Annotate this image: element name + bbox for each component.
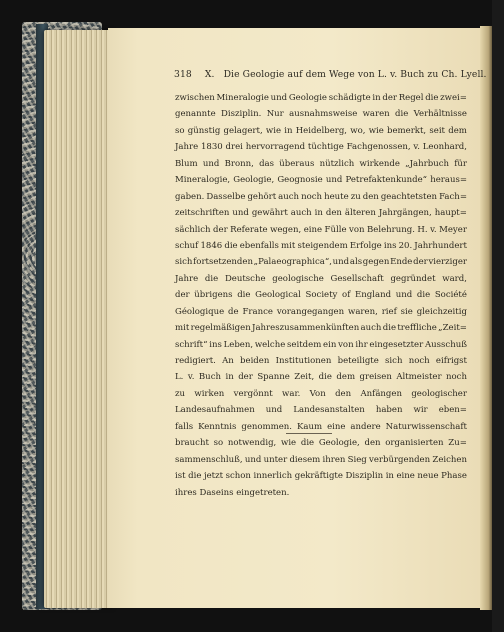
- text-line: so günstig gelagert, wie in Heidelberg, wo, wie bemerkt, seit dem: [175, 125, 467, 136]
- text-line: Landesaufnahmen und Landesanstalten haben wir eben=: [175, 405, 467, 416]
- section-number: X.: [204, 69, 215, 80]
- text-line: genannte Disziplin. Nur ausnahmsweise waren die Verhältnisse: [175, 109, 467, 120]
- text-line: Mineralogie, Geologie, Geognosie und Petrefaktenkunde“ heraus=: [175, 175, 467, 186]
- text-line: der übrigens die Geological Society of England und die Société: [175, 290, 467, 301]
- background-edge: [492, 0, 504, 632]
- text-line: sächlich der Referate wegen, eine Fülle von Belehrung. H. v. Meyer: [175, 224, 467, 235]
- text-line: Blum und Bronn, das überaus nützlich wirkende „Jahrbuch für: [175, 158, 467, 169]
- body-text: [175, 90, 467, 501]
- text-line: redigiert. An beiden Institutionen beteiligte sich noch eifrigst: [175, 356, 467, 366]
- text-line: zwischen Mineralogie und Geologie schädigte in der Regel die zwei=: [175, 93, 467, 103]
- text-line: braucht so notwendig, wie die Geologie, den organisierten Zu=: [175, 438, 467, 449]
- section-end-rule: [286, 433, 332, 434]
- running-header: [174, 69, 487, 80]
- text-line: Géologique de France vorangegangen waren, rief sie gleichzeitig: [175, 306, 467, 317]
- text-line: zeitschriften und gewährt auch in den älteren Jahrgängen, haupt=: [175, 208, 467, 219]
- text-line: L. v. Buch in der Spanne Zeit, die dem greisen Altmeister noch: [175, 372, 467, 383]
- page-number: 318: [174, 69, 192, 80]
- running-title: Die Geologie auf dem Wege von L. v. Buch zu Ch. Lyell.: [223, 69, 487, 80]
- text-line: ihres Daseins eingetreten.: [175, 487, 290, 498]
- text-line: mit regelmäßigen Jahreszusammenkünften auch die treffliche „Zeit=: [175, 323, 467, 334]
- text-line: schrift“ ins Leben, welche seitdem ein von ihr eingesetzter Ausschuß: [175, 339, 467, 350]
- text-line: ist die jetzt schon innerlich gekräftigte Disziplin in eine neue Phase: [175, 471, 467, 482]
- text-line: zu wirken vergönnt war. Von den Anfängen geologischer: [175, 388, 467, 399]
- text-line: gaben. Dasselbe gehört auch noch heute zu den geachtetsten Fach=: [175, 191, 467, 202]
- text-line: schuf 1846 die ebenfalls mit steigendem Erfolge ins 20. Jahrhundert: [175, 240, 467, 251]
- text-line: Jahre die Deutsche geologische Gesellschaft gegründet ward,: [175, 273, 467, 284]
- text-line: Jahre 1830 drei hervorragend tüchtige Fachgenossen, v. Leonhard,: [175, 142, 467, 153]
- text-line: sammenschluß, und unter diesem ihren Sieg verbürgenden Zeichen: [175, 454, 467, 465]
- text-line: sich fortsetzenden „Palaeographica“, und als gegen Ende der vierziger: [175, 257, 467, 268]
- text-line: falls Kenntnis genommen. Kaum eine andere Naturwissenschaft: [175, 421, 467, 432]
- page-fore-edge: [480, 26, 492, 610]
- page-edges: [44, 30, 114, 608]
